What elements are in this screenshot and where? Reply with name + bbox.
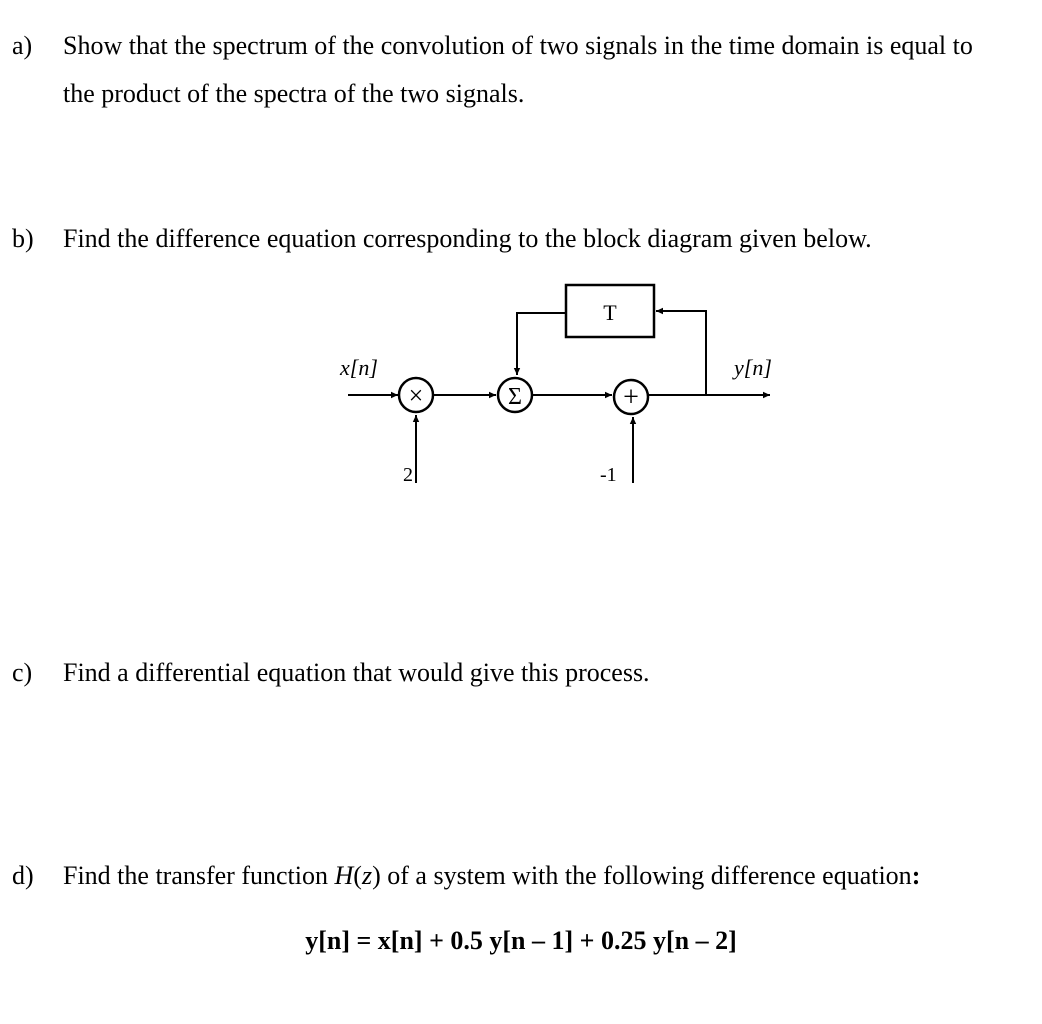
question-b-label: b) xyxy=(12,224,34,253)
question-a-text-line2: the product of the spectra of the two signals. xyxy=(63,79,525,108)
question-c-text: Find a differential equation that would give this process. xyxy=(63,658,650,687)
question-a-label: a) xyxy=(12,31,33,60)
feedback-to-delay-line xyxy=(656,311,706,395)
question-c-label: c) xyxy=(12,658,33,687)
question-d-text xyxy=(63,860,920,892)
question-d-colon: : xyxy=(911,861,921,890)
question-d-text-before: Find the transfer function xyxy=(63,861,335,890)
block-diagram xyxy=(330,275,790,495)
delay-label: T xyxy=(603,300,617,325)
question-d-label: d) xyxy=(12,861,34,890)
question-a-text-line1: Show that the spectrum of the convolution of two signals in the time domain is equal to xyxy=(63,31,973,60)
gain-value: 2 xyxy=(403,464,413,486)
output-label: y[n] xyxy=(734,355,772,380)
difference-equation: y[n] = x[n] + 0.5 y[n – 1] + 0.25 y[n – 2] xyxy=(305,926,737,955)
question-b-text: Find the difference equation corresponding to the block diagram given below. xyxy=(63,224,872,253)
adder-symbol: + xyxy=(623,382,639,413)
sum-symbol: Σ xyxy=(508,384,522,410)
transfer-function-open: ( xyxy=(353,861,362,890)
offset-value: -1 xyxy=(600,464,617,486)
transfer-function-close: ) xyxy=(372,861,381,890)
multiplier-symbol: × xyxy=(408,381,424,410)
feedback-to-sum-line xyxy=(517,313,566,375)
question-d-text-after: of a system with the following difference equation xyxy=(380,861,912,890)
input-label: x[n] xyxy=(340,355,378,380)
transfer-function-arg: z xyxy=(361,861,373,890)
transfer-function-name: H xyxy=(334,861,354,890)
